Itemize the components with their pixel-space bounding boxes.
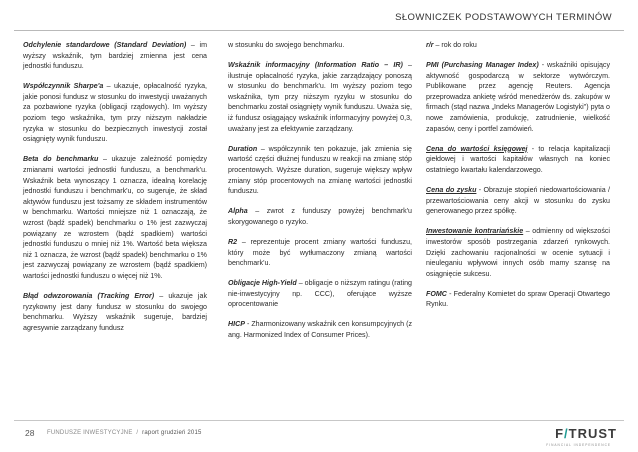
glossary-entry [426,185,610,217]
page-title: SŁOWNICZEK PODSTAWOWYCH TERMINÓW [395,12,612,23]
footer-separator: / [136,430,139,436]
glossary-definition: – im wyższy wskaźnik, tym bardziej zmienna jest cena jednostki funduszu. [23,41,207,71]
glossary-term: Cena do zysku [426,186,477,195]
brand-tagline: FINANCIAL INDEPENDENCE [546,443,611,447]
glossary-term: HICP [228,320,245,329]
glossary-entry [426,289,610,310]
glossary-entry [228,144,412,197]
glossary-entry [23,81,207,145]
glossary-term: FOMC [426,289,447,298]
glossary-definition: w stosunku do swojego benchmarku. [228,41,345,49]
glossary-column-1 [23,40,207,343]
glossary-entry [426,60,610,134]
glossary-entry [228,40,412,51]
glossary-entry [426,226,610,279]
glossary-entry [228,278,412,310]
glossary-definition: – reprezentuje procent zmiany wartości funduszu, który może być wytłumaczony zmianą wartości benchmark'u. [228,237,412,268]
glossary-definition: - to relacja kapitalizacji giełdowej i wartości kapitałów własnych na koniec ostatniego kwartału kalendarzowego. [426,144,610,174]
glossary-term: Obligacje High-Yield [228,279,297,288]
glossary-entry [228,237,412,269]
glossary-entry [23,154,207,281]
glossary-term: Współczynnik Sharpe'a [23,82,104,91]
glossary-entry [228,60,412,134]
report-name: raport grudzień 2015 [142,430,202,436]
header-divider [14,30,624,31]
glossary-definition: – ilustruje opłacalność ryzyka, jakie zarządzający ponoszą w stosunku do benchmark'u. Im wyższy poziom tego wskaźnika, tym przy niższym ryzyku w stosunku do benchmarku został osiągnięty wynik funduszu. Uważa się, iż fundusz osiągający wskaźnik informacyjny powyżej 0,3, uważany jest za efektywnie zarządzany. [228,61,412,133]
glossary-column-3 [426,40,610,319]
glossary-definition: – odmienny od większości inwestorów sposób postrzegania zdarzeń rynkowych. Dzięki zachowaniu racjonalności w ocenie sytuacji i nieuleganiu wpływowi innych osób mamy szansę na osiągnięcie sukcesu. [426,227,610,278]
glossary-entry [23,291,207,333]
glossary-term: Odchylenie standardowe (Standard Deviation) [23,41,187,49]
glossary-definition: – współczynnik ten pokazuje, jak zmienia się wartość części dłużnej funduszu w reakcji na zmianę stóp procentowych. Wyższe duration, sugeruje większy wpływ zmiany stóp procentowych na zmianę wartości jednostki funduszu. [228,144,412,196]
glossary-term: PMI (Purchasing Manager Index) [426,61,539,70]
glossary-definition: - Zharmonizowany wskaźnik cen konsumpcyjnych (z ang. Harmonized Index of Consumer Prices). [228,320,412,340]
glossary-definition: - Obrazuje stopień niedowartościowania / przewartościowania ceny akcji w stosunku do zysku generowanego przez spółkę. [426,186,610,216]
glossary-term: Inwestowanie kontrariańskie [426,227,524,236]
glossary-entry [228,319,412,340]
glossary-term: Wskaźnik informacyjny (Information Ratio – IR) [228,61,403,70]
glossary-term: Cena do wartości księgowej [426,144,528,153]
glossary-term: Alpha [228,207,248,216]
glossary-term: Beta do benchmarku [23,155,99,164]
glossary-definition: - Federalny Komietet do spraw Operacji Otwartego Rynku. [426,289,610,309]
glossary-term: r/r [426,41,434,49]
glossary-definition: – ukazuje jak ryzykowny jest dany fundusz w stosunku do swojego benchmarku. Wyższy wskaźnik sugeruje, bardziej agresywnie zarządzany fundusz [23,291,207,332]
glossary-term: Błąd odwzorowania (Tracking Error) [23,291,155,300]
glossary-definition: – rok do roku [433,41,477,49]
brand-logo: F/TRUST [555,426,617,441]
footer-divider [14,420,624,421]
glossary-term: Duration [228,144,258,153]
glossary-entry [426,40,610,51]
glossary-entry [23,40,207,72]
footer-publication [47,430,202,436]
glossary-definition: – obligacje o niższym ratingu (rating nie-inwestycyjny np. CCC), oferujące wyższe oprocentowanie [228,279,412,309]
glossary-entry [426,144,610,176]
glossary-term: R2 [228,237,238,246]
glossary-entry [228,206,412,227]
page-number: 28 [25,428,35,438]
glossary-definition: - wskaźniki opisujący aktywność gospodarczą w sektorze wytwórczym. Publikowane przez agencję Reuters. Agencja przeprowadza ankietę wśród menedżerów ds. zakupów w firmach (stąd nazwa „Indeks Managerów Logistyki") pyta o nowe zamówienia, produkcję, zatrudnienie, wielkość zapasów, ceny i portfel zamówień. [426,61,610,133]
glossary-definition: – zwrot z funduszy powyżej benchmark'u skorygowanego o ryzyko. [228,207,412,226]
glossary-definition: – ukazuje, opłacalność ryzyka, jakie ponosi fundusz w stosunku do inwestycji uważanych za pozbawione ryzyka (obligacji rządowych). Im wyższy poziom tego wskaźnika, tym przy niższym nakładzie ryzyka w stosunku do bezpiecznych inwestycji został osiągnięty wynik funduszu. [23,82,207,144]
glossary-definition: – ukazuje zależność pomiędzy zmianami wartości jednostki funduszu, a benchmark'u. Wskaźnik beta wynoszący 1 oznacza, idealną korelację jednostki funduszu i benchmark'u, co sugeruje, że skład aktywów funduszu jest tożsamy ze składem instrumentów w benchmarku. Wartości mniejsze niż 1 oznaczają, że wzrost (bądź spadek) benchmarku o 1% jest zazwyczaj powiązany ze wzrostem (bądź spadkiem) wartości jednostki funduszu o mniej niż 1%. Wartość beta większa niż 1 oznacza, że wzrost (bądź spadek) benchmarku o 1% jest zazwyczaj powiązany ze wzrostem (bądź spadkiem) wartości jednostki funduszu o więcej niż 1%. [23,155,208,280]
glossary-column-2 [228,40,412,350]
publication-name: FUNDUSZE INWESTYCYJNE [47,430,133,436]
